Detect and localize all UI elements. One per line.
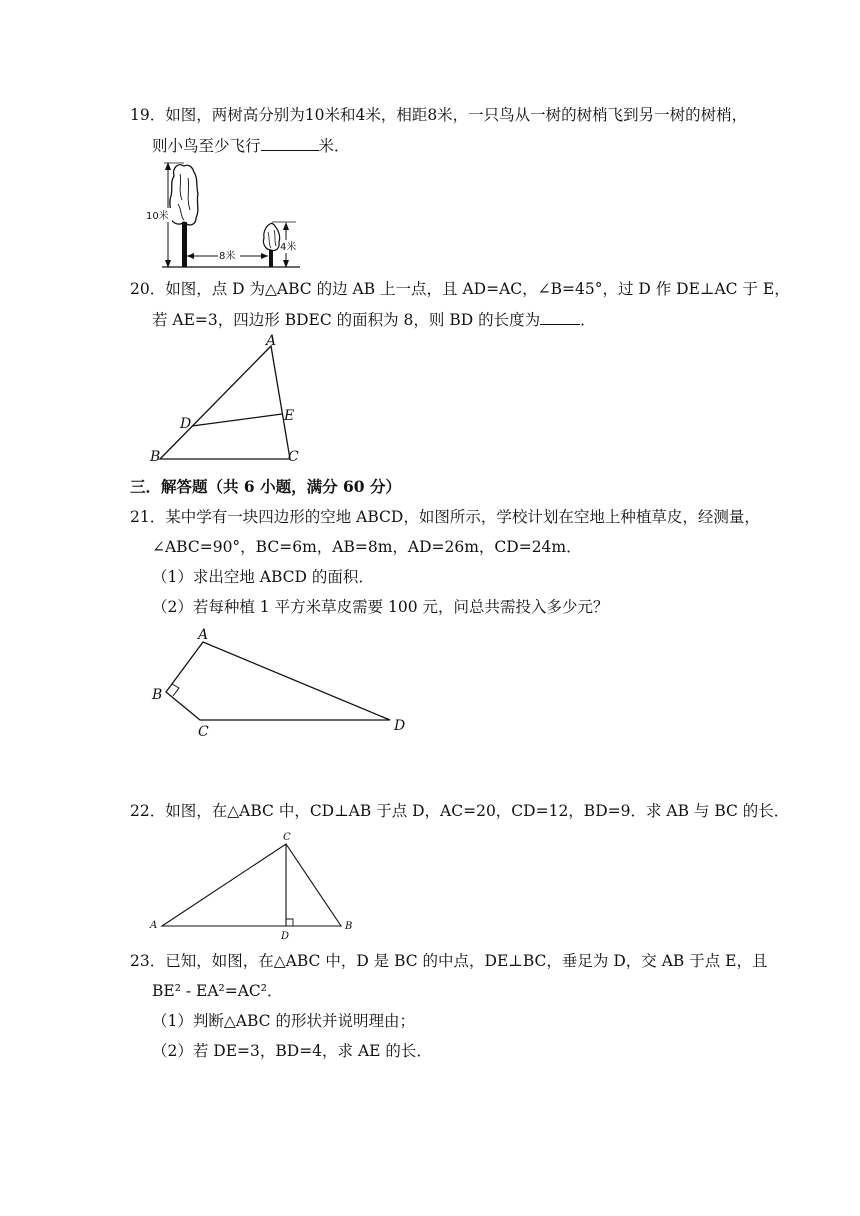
label-c: C <box>283 832 291 843</box>
q21-sub1: （1）求出空地 ABCD 的面积． <box>152 568 374 586</box>
q20-text-2b: ． <box>580 311 596 329</box>
q21-sub2: （2）若每种植 1 平方米草皮需要 100 元，问总共需投入多少元？ <box>152 598 609 616</box>
short-height-label: 4米 <box>280 242 297 253</box>
quadrilateral-abcd <box>166 642 390 720</box>
q22-text-1: 如图，在△ABC 中，CD⊥AB 于点 D，AC=20，CD=12，BD=9．求 AB 与 BC 的长． <box>165 802 790 820</box>
label-c: C <box>198 724 209 740</box>
triangle-abc <box>162 844 341 926</box>
short-tree-trunk <box>269 250 273 267</box>
tall-height-label: 10米 <box>146 211 169 222</box>
q23-line2: BE² - EA²=AC²． <box>152 982 283 1000</box>
q20-line2 <box>152 308 596 331</box>
q21-line2: ∠ABC=90°，BC=6m，AB=8m，AD=26m，CD=24m． <box>152 538 582 556</box>
section-3-title: 三．解答题（共 6 小题，满分 60 分） <box>130 477 401 496</box>
q23-sub2: （2）若 DE=3，BD=4，求 AE 的长． <box>152 1042 432 1060</box>
q20-text-1: 如图，点 D 为△ABC 的边 AB 上一点，且 AD=AC，∠B=45°，过 D 作 DE⊥AC 于 E， <box>165 280 790 298</box>
label-d: D <box>394 718 406 734</box>
tall-tree-trunk <box>182 222 187 267</box>
distance-label: 8米 <box>219 251 236 262</box>
triangle-abc <box>160 346 290 459</box>
q19-text-2b: 米． <box>318 137 350 155</box>
q19-line1 <box>130 104 747 126</box>
q19-text-2a: 则小鸟至少飞行 <box>152 137 261 155</box>
label-d: D <box>281 931 290 942</box>
label-d: D <box>180 416 192 432</box>
q23-number: 23． <box>130 952 166 970</box>
q19-text-1: 如图，两树高分别为10米和4米，相距8米，一只鸟从一树的树梢飞到另一树的树梢， <box>165 106 748 124</box>
q20-line1 <box>130 278 790 300</box>
q20-figure-triangle <box>148 334 308 464</box>
label-a: A <box>266 333 277 349</box>
label-b: B <box>150 449 161 465</box>
q23-text-1: 已知，如图，在△ABC 中，D 是 BC 的中点，DE⊥BC，垂足为 D，交 AB 于点 E，且 <box>165 952 768 970</box>
q21-line1 <box>130 506 760 528</box>
q23-sub1: （1）判断△ABC 的形状并说明理由； <box>152 1012 415 1030</box>
q19-figure-trees <box>140 160 305 270</box>
label-b: B <box>345 921 353 932</box>
q20-text-2a: 若 AE=3，四边形 BDEC 的面积为 8，则 BD 的长度为 <box>152 311 541 329</box>
label-c: C <box>288 449 299 465</box>
q20-answer-blank[interactable] <box>540 308 580 325</box>
tall-tree-crown <box>170 165 198 225</box>
q21-figure-quadrilateral <box>148 622 418 742</box>
label-e: E <box>284 408 295 424</box>
label-b: B <box>152 687 163 703</box>
q19-number: 19． <box>130 106 166 124</box>
label-a: A <box>198 627 209 643</box>
q23-line1 <box>130 950 767 972</box>
q20-number: 20． <box>130 280 166 298</box>
q21-text-1: 某中学有一块四边形的空地 ABCD，如图所示，学校计划在空地上种植草皮，经测量， <box>165 508 760 526</box>
right-angle-d <box>286 919 293 926</box>
q22-number: 22． <box>130 802 166 820</box>
short-tree-crown <box>263 223 279 250</box>
right-angle-b <box>172 684 179 696</box>
segment-de <box>192 414 282 426</box>
q22-line1 <box>130 800 789 822</box>
q19-answer-blank[interactable] <box>261 134 319 151</box>
q21-number: 21． <box>130 508 166 526</box>
label-a: A <box>150 920 158 931</box>
q19-line2 <box>152 134 350 157</box>
q22-figure-triangle <box>148 830 368 940</box>
